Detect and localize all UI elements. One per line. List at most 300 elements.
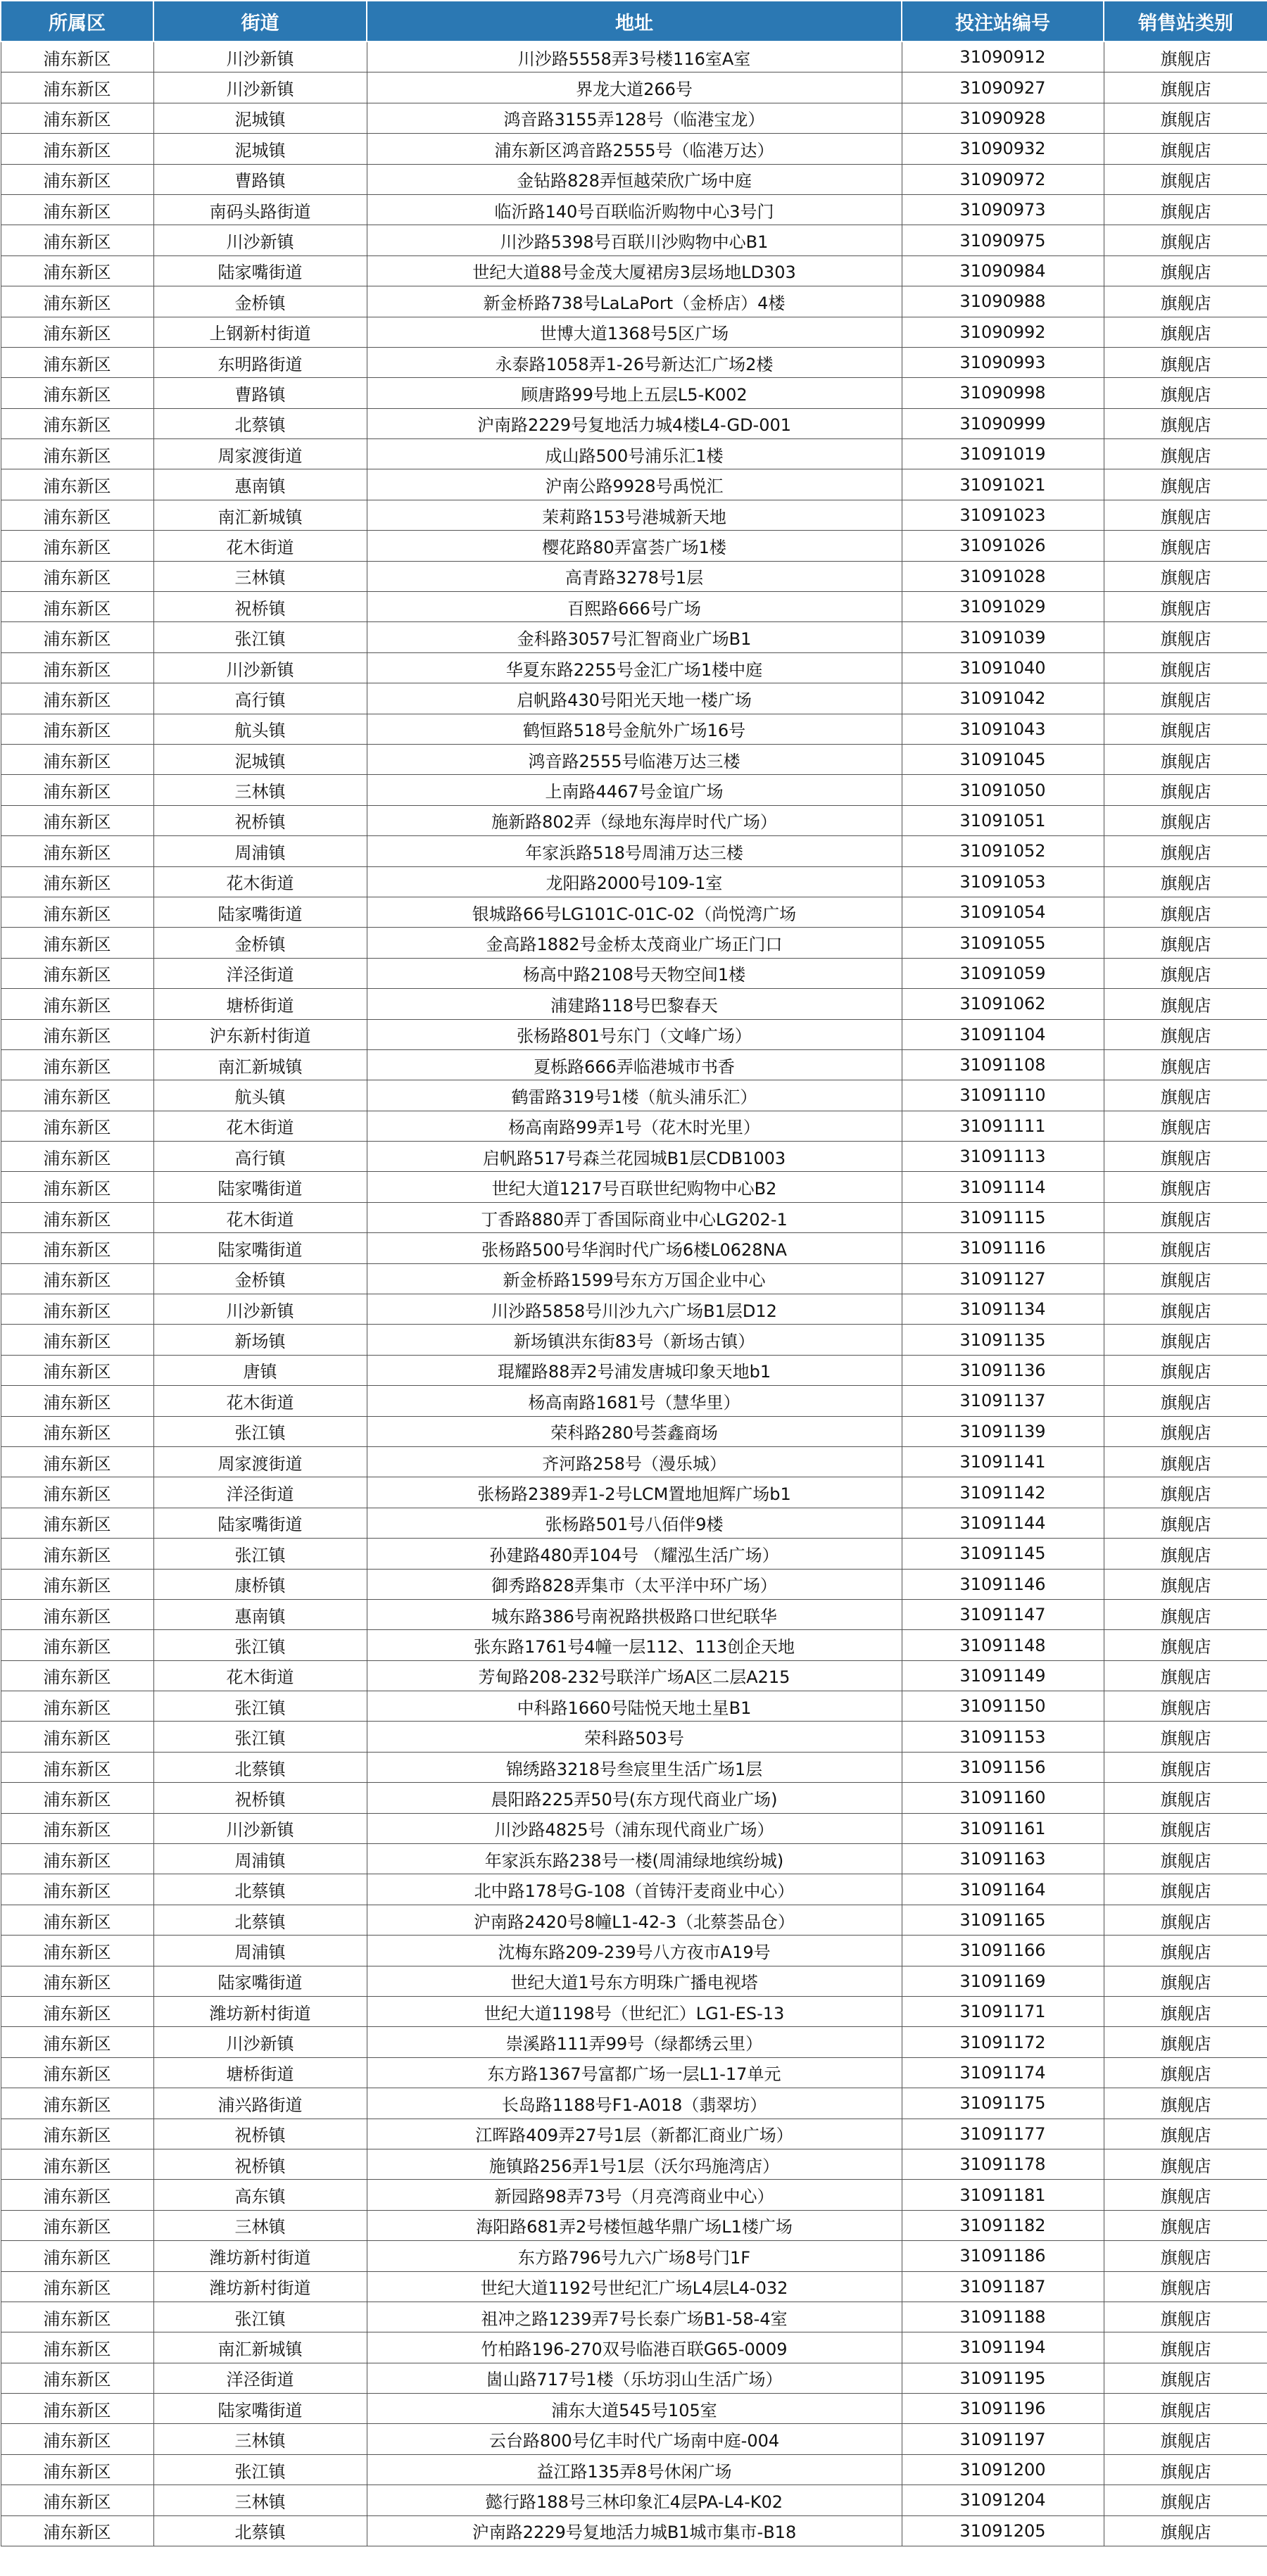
cell-district: 浦东新区 (1, 2332, 153, 2363)
cell-station-id: 31091052 (902, 836, 1104, 866)
table-row (1, 2210, 1267, 2240)
table-row (1, 531, 1267, 561)
cell-street: 川沙新镇 (153, 225, 367, 255)
cell-address: 城东路386号南祝路拱极路口世纪联华 (367, 1599, 902, 1629)
cell-street: 陆家嘴街道 (153, 897, 367, 927)
table-row (1, 622, 1267, 652)
cell-address: 浦东大道545号105室 (367, 2394, 902, 2424)
cell-station-id: 31091108 (902, 1049, 1104, 1080)
cell-district: 浦东新区 (1, 1019, 153, 1049)
table-row (1, 1477, 1267, 1508)
cell-address: 新金桥路738号LaLaPort（金桥店）4楼 (367, 286, 902, 317)
cell-station-id: 31090928 (902, 103, 1104, 133)
cell-address: 新场镇洪东街83号（新场古镇） (367, 1325, 902, 1355)
cell-street: 北蔡镇 (153, 1874, 367, 1905)
cell-station-id: 31091021 (902, 469, 1104, 500)
cell-address: 沪南路2420号8幢L1-42-3（北蔡荟品仓） (367, 1905, 902, 1935)
cell-station-id: 31090993 (902, 347, 1104, 377)
cell-street: 北蔡镇 (153, 1752, 367, 1782)
cell-address: 丁香路880弄丁香国际商业中心LG202-1 (367, 1202, 902, 1232)
cell-street: 周家渡街道 (153, 1446, 367, 1477)
cell-street: 三林镇 (153, 2424, 367, 2454)
cell-station-id: 31091181 (902, 2180, 1104, 2210)
cell-district: 浦东新区 (1, 1049, 153, 1080)
cell-station-id: 31091028 (902, 561, 1104, 591)
cell-street: 张江镇 (153, 1722, 367, 1752)
cell-district: 浦东新区 (1, 2180, 153, 2210)
table-row (1, 958, 1267, 988)
cell-address: 海阳路681弄2号楼恒越华鼎广场L1楼广场 (367, 2210, 902, 2240)
table-row (1, 2302, 1267, 2332)
table-row (1, 1294, 1267, 1325)
cell-station-type: 旗舰店 (1104, 2271, 1267, 2302)
cell-street: 高行镇 (153, 1142, 367, 1172)
cell-street: 惠南镇 (153, 1599, 367, 1629)
cell-station-id: 31091169 (902, 1966, 1104, 1996)
cell-street: 金桥镇 (153, 928, 367, 958)
cell-station-type: 旗舰店 (1104, 1691, 1267, 1722)
cell-station-type: 旗舰店 (1104, 652, 1267, 683)
cell-address: 沪南路2229号复地活力城4楼L4-GD-001 (367, 408, 902, 438)
cell-station-type: 旗舰店 (1104, 1936, 1267, 1966)
cell-address: 北中路178号G-108（首铸汗麦商业中心） (367, 1874, 902, 1905)
cell-street: 花木街道 (153, 531, 367, 561)
cell-address: 竹柏路196-270双号临港百联G65-0009 (367, 2332, 902, 2363)
cell-address: 张杨路801号东门（文峰广场） (367, 1019, 902, 1049)
cell-station-id: 31090927 (902, 72, 1104, 103)
cell-street: 祝桥镇 (153, 2119, 367, 2149)
cell-station-type: 旗舰店 (1104, 1905, 1267, 1935)
cell-street: 陆家嘴街道 (153, 255, 367, 286)
table-row (1, 1599, 1267, 1629)
cell-district: 浦东新区 (1, 683, 153, 714)
cell-station-id: 31091195 (902, 2363, 1104, 2393)
cell-station-type: 旗舰店 (1104, 72, 1267, 103)
cell-district: 浦东新区 (1, 1233, 153, 1263)
cell-district: 浦东新区 (1, 775, 153, 805)
cell-street: 花木街道 (153, 866, 367, 897)
cell-address: 锦绣路3218号叁宸里生活广场1层 (367, 1752, 902, 1782)
cell-station-type: 旗舰店 (1104, 2454, 1267, 2485)
cell-station-type: 旗舰店 (1104, 2149, 1267, 2179)
header-district: 所属区 (1, 1, 153, 42)
table-row (1, 1752, 1267, 1782)
cell-street: 东明路街道 (153, 347, 367, 377)
cell-station-type: 旗舰店 (1104, 897, 1267, 927)
table-row (1, 836, 1267, 866)
cell-station-id: 31091053 (902, 866, 1104, 897)
cell-street: 三林镇 (153, 2485, 367, 2515)
cell-street: 川沙新镇 (153, 1813, 367, 1843)
cell-district: 浦东新区 (1, 592, 153, 622)
cell-address: 新金桥路1599号东方万国企业中心 (367, 1263, 902, 1294)
cell-street: 高行镇 (153, 683, 367, 714)
cell-address: 界龙大道266号 (367, 72, 902, 103)
cell-station-type: 旗舰店 (1104, 1019, 1267, 1049)
cell-district: 浦东新区 (1, 1416, 153, 1446)
cell-district: 浦东新区 (1, 2454, 153, 2485)
cell-address: 世博大道1368号5区广场 (367, 317, 902, 347)
cell-station-id: 31091104 (902, 1019, 1104, 1049)
cell-address: 新园路98弄73号（月亮湾商业中心） (367, 2180, 902, 2210)
table-row (1, 561, 1267, 591)
cell-district: 浦东新区 (1, 897, 153, 927)
cell-street: 泥城镇 (153, 103, 367, 133)
cell-station-id: 31091141 (902, 1446, 1104, 1477)
cell-address: 荣科路503号 (367, 1722, 902, 1752)
cell-street: 陆家嘴街道 (153, 1172, 367, 1202)
cell-station-type: 旗舰店 (1104, 1874, 1267, 1905)
cell-station-type: 旗舰店 (1104, 255, 1267, 286)
cell-station-id: 31091137 (902, 1386, 1104, 1416)
cell-district: 浦东新区 (1, 1752, 153, 1782)
cell-station-id: 31090973 (902, 194, 1104, 225)
cell-address: 川沙路5558弄3号楼116室A室 (367, 42, 902, 72)
cell-district: 浦东新区 (1, 1111, 153, 1141)
cell-district: 浦东新区 (1, 2424, 153, 2454)
table-row (1, 1508, 1267, 1538)
cell-district: 浦东新区 (1, 1844, 153, 1874)
cell-district: 浦东新区 (1, 1630, 153, 1660)
cell-district: 浦东新区 (1, 469, 153, 500)
cell-address: 张杨路500号华润时代广场6楼L0628NA (367, 1233, 902, 1263)
cell-address: 芳甸路208-232号联洋广场A区二层A215 (367, 1660, 902, 1691)
cell-district: 浦东新区 (1, 72, 153, 103)
table-row (1, 683, 1267, 714)
table-row (1, 2088, 1267, 2119)
cell-district: 浦东新区 (1, 225, 153, 255)
cell-district: 浦东新区 (1, 561, 153, 591)
cell-station-id: 31091197 (902, 2424, 1104, 2454)
cell-station-id: 31091150 (902, 1691, 1104, 1722)
cell-station-type: 旗舰店 (1104, 1508, 1267, 1538)
cell-address: 世纪大道88号金茂大厦裙房3层场地LD303 (367, 255, 902, 286)
cell-district: 浦东新区 (1, 1294, 153, 1325)
cell-district: 浦东新区 (1, 866, 153, 897)
table-row (1, 744, 1267, 774)
cell-station-id: 31091019 (902, 439, 1104, 469)
cell-station-type: 旗舰店 (1104, 225, 1267, 255)
cell-station-id: 31091139 (902, 1416, 1104, 1446)
header-station-type: 销售站类别 (1104, 1, 1267, 42)
cell-station-id: 31091134 (902, 1294, 1104, 1325)
cell-address: 金钻路828弄恒越荣欣广场中庭 (367, 164, 902, 194)
cell-address: 崇溪路111弄99号（绿都绣云里） (367, 2027, 902, 2057)
table-row (1, 1844, 1267, 1874)
cell-street: 潍坊新村街道 (153, 2271, 367, 2302)
cell-district: 浦东新区 (1, 42, 153, 72)
cell-address: 启帆路517号森兰花园城B1层CDB1003 (367, 1142, 902, 1172)
cell-street: 花木街道 (153, 1111, 367, 1141)
cell-station-type: 旗舰店 (1104, 1416, 1267, 1446)
cell-station-id: 31091182 (902, 2210, 1104, 2240)
table-row (1, 1202, 1267, 1232)
cell-station-type: 旗舰店 (1104, 42, 1267, 72)
header-row (1, 1, 1267, 42)
cell-station-id: 31090912 (902, 42, 1104, 72)
cell-station-id: 31091196 (902, 2394, 1104, 2424)
table-row (1, 1172, 1267, 1202)
cell-station-type: 旗舰店 (1104, 500, 1267, 530)
table-row (1, 592, 1267, 622)
cell-address: 祖冲之路1239弄7号长泰广场B1-58-4室 (367, 2302, 902, 2332)
cell-station-type: 旗舰店 (1104, 1386, 1267, 1416)
cell-street: 泥城镇 (153, 134, 367, 164)
cell-district: 浦东新区 (1, 1997, 153, 2027)
cell-station-type: 旗舰店 (1104, 1844, 1267, 1874)
cell-district: 浦东新区 (1, 1477, 153, 1508)
cell-station-type: 旗舰店 (1104, 439, 1267, 469)
cell-station-type: 旗舰店 (1104, 2515, 1267, 2546)
cell-station-type: 旗舰店 (1104, 2210, 1267, 2240)
cell-station-id: 31091113 (902, 1142, 1104, 1172)
cell-station-type: 旗舰店 (1104, 2332, 1267, 2363)
cell-station-id: 31091050 (902, 775, 1104, 805)
table-row (1, 1019, 1267, 1049)
cell-district: 浦东新区 (1, 928, 153, 958)
cell-district: 浦东新区 (1, 2485, 153, 2515)
cell-district: 浦东新区 (1, 2241, 153, 2271)
cell-station-type: 旗舰店 (1104, 469, 1267, 500)
cell-street: 新场镇 (153, 1325, 367, 1355)
cell-address: 沪南路2229号复地活力城B1城市集市-B18 (367, 2515, 902, 2546)
cell-station-type: 旗舰店 (1104, 1783, 1267, 1813)
cell-street: 张江镇 (153, 1630, 367, 1660)
cell-district: 浦东新区 (1, 1263, 153, 1294)
cell-district: 浦东新区 (1, 2515, 153, 2546)
cell-street: 张江镇 (153, 622, 367, 652)
table-row (1, 1569, 1267, 1599)
cell-district: 浦东新区 (1, 1905, 153, 1935)
cell-station-id: 31091040 (902, 652, 1104, 683)
cell-district: 浦东新区 (1, 1722, 153, 1752)
cell-station-type: 旗舰店 (1104, 103, 1267, 133)
cell-district: 浦东新区 (1, 531, 153, 561)
cell-address: 川沙路5398号百联川沙购物中心B1 (367, 225, 902, 255)
table-row (1, 347, 1267, 377)
cell-station-id: 31091171 (902, 1997, 1104, 2027)
cell-station-type: 旗舰店 (1104, 378, 1267, 408)
cell-district: 浦东新区 (1, 164, 153, 194)
cell-street: 南汇新城镇 (153, 500, 367, 530)
cell-station-type: 旗舰店 (1104, 317, 1267, 347)
table-row (1, 378, 1267, 408)
cell-station-id: 31091165 (902, 1905, 1104, 1935)
table-row (1, 2332, 1267, 2363)
cell-district: 浦东新区 (1, 1142, 153, 1172)
cell-station-type: 旗舰店 (1104, 1569, 1267, 1599)
cell-station-id: 31091136 (902, 1355, 1104, 1385)
cell-street: 泥城镇 (153, 744, 367, 774)
table-row (1, 2515, 1267, 2546)
cell-station-type: 旗舰店 (1104, 1263, 1267, 1294)
cell-address: 杨高中路2108号天物空间1楼 (367, 958, 902, 988)
cell-station-id: 31091205 (902, 2515, 1104, 2546)
cell-address: 川沙路4825号（浦东现代商业广场） (367, 1813, 902, 1843)
table-row (1, 1783, 1267, 1813)
cell-station-id: 31091135 (902, 1325, 1104, 1355)
cell-station-id: 31090999 (902, 408, 1104, 438)
cell-station-type: 旗舰店 (1104, 805, 1267, 835)
cell-district: 浦东新区 (1, 500, 153, 530)
cell-station-type: 旗舰店 (1104, 2180, 1267, 2210)
cell-district: 浦东新区 (1, 317, 153, 347)
cell-station-id: 31091054 (902, 897, 1104, 927)
cell-station-id: 31090932 (902, 134, 1104, 164)
table-row (1, 2394, 1267, 2424)
cell-station-id: 31091146 (902, 1569, 1104, 1599)
table-row (1, 1722, 1267, 1752)
table-row (1, 2241, 1267, 2271)
cell-station-id: 31091161 (902, 1813, 1104, 1843)
cell-street: 陆家嘴街道 (153, 1966, 367, 1996)
cell-street: 川沙新镇 (153, 1294, 367, 1325)
cell-district: 浦东新区 (1, 744, 153, 774)
cell-district: 浦东新区 (1, 1874, 153, 1905)
cell-station-type: 旗舰店 (1104, 1446, 1267, 1477)
cell-street: 北蔡镇 (153, 1905, 367, 1935)
cell-station-id: 31091111 (902, 1111, 1104, 1141)
cell-address: 上南路4467号金谊广场 (367, 775, 902, 805)
cell-street: 北蔡镇 (153, 408, 367, 438)
cell-street: 北蔡镇 (153, 2515, 367, 2546)
cell-station-id: 31091178 (902, 2149, 1104, 2179)
cell-station-id: 31091055 (902, 928, 1104, 958)
cell-street: 唐镇 (153, 1355, 367, 1385)
cell-address: 张东路1761号4幢一层112、113创企天地 (367, 1630, 902, 1660)
cell-district: 浦东新区 (1, 2394, 153, 2424)
cell-station-id: 31091163 (902, 1844, 1104, 1874)
cell-address: 世纪大道1192号世纪汇广场L4层L4-032 (367, 2271, 902, 2302)
table-row (1, 775, 1267, 805)
cell-street: 陆家嘴街道 (153, 1508, 367, 1538)
table-row (1, 317, 1267, 347)
cell-station-id: 31091188 (902, 2302, 1104, 2332)
cell-station-id: 31091166 (902, 1936, 1104, 1966)
table-row (1, 1691, 1267, 1722)
cell-station-type: 旗舰店 (1104, 1142, 1267, 1172)
table-row (1, 1813, 1267, 1843)
cell-station-type: 旗舰店 (1104, 622, 1267, 652)
cell-street: 塘桥街道 (153, 2057, 367, 2088)
cell-station-id: 31091115 (902, 1202, 1104, 1232)
cell-address: 益江路135弄8号休闲广场 (367, 2454, 902, 2485)
cell-address: 孙建路480弄104号 （耀泓生活广场） (367, 1539, 902, 1569)
cell-station-type: 旗舰店 (1104, 134, 1267, 164)
table-row (1, 1905, 1267, 1935)
cell-street: 花木街道 (153, 1660, 367, 1691)
cell-station-type: 旗舰店 (1104, 531, 1267, 561)
cell-station-type: 旗舰店 (1104, 1080, 1267, 1111)
table-row (1, 2027, 1267, 2057)
cell-station-type: 旗舰店 (1104, 2027, 1267, 2057)
cell-district: 浦东新区 (1, 1691, 153, 1722)
cell-station-id: 31091187 (902, 2271, 1104, 2302)
cell-street: 惠南镇 (153, 469, 367, 500)
cell-station-type: 旗舰店 (1104, 164, 1267, 194)
cell-station-type: 旗舰店 (1104, 775, 1267, 805)
cell-address: 世纪大道1号东方明珠广播电视塔 (367, 1966, 902, 1996)
cell-district: 浦东新区 (1, 1172, 153, 1202)
cell-station-id: 31091039 (902, 622, 1104, 652)
table-row (1, 1416, 1267, 1446)
cell-station-id: 31091142 (902, 1477, 1104, 1508)
cell-district: 浦东新区 (1, 1813, 153, 1843)
table-row (1, 1660, 1267, 1691)
table-row (1, 286, 1267, 317)
table-row (1, 2119, 1267, 2149)
cell-station-id: 31091164 (902, 1874, 1104, 1905)
cell-district: 浦东新区 (1, 836, 153, 866)
cell-district: 浦东新区 (1, 805, 153, 835)
cell-district: 浦东新区 (1, 2210, 153, 2240)
table-row (1, 42, 1267, 72)
cell-district: 浦东新区 (1, 286, 153, 317)
cell-station-id: 31091174 (902, 2057, 1104, 2088)
cell-station-type: 旗舰店 (1104, 592, 1267, 622)
cell-address: 启帆路430号阳光天地一楼广场 (367, 683, 902, 714)
cell-street: 上钢新村街道 (153, 317, 367, 347)
cell-street: 南汇新城镇 (153, 2332, 367, 2363)
cell-station-type: 旗舰店 (1104, 1997, 1267, 2027)
cell-station-type: 旗舰店 (1104, 1630, 1267, 1660)
cell-station-id: 31090984 (902, 255, 1104, 286)
cell-street: 周家渡街道 (153, 439, 367, 469)
cell-district: 浦东新区 (1, 1508, 153, 1538)
cell-station-id: 31091110 (902, 1080, 1104, 1111)
cell-station-id: 31091059 (902, 958, 1104, 988)
table-row (1, 1049, 1267, 1080)
cell-station-type: 旗舰店 (1104, 2241, 1267, 2271)
table-row (1, 1997, 1267, 2027)
cell-street: 周浦镇 (153, 1844, 367, 1874)
cell-address: 金科路3057号汇智商业广场B1 (367, 622, 902, 652)
cell-district: 浦东新区 (1, 1386, 153, 1416)
cell-street: 陆家嘴街道 (153, 1233, 367, 1263)
cell-address: 高青路3278号1层 (367, 561, 902, 591)
cell-street: 曹路镇 (153, 378, 367, 408)
table-row (1, 1874, 1267, 1905)
cell-station-type: 旗舰店 (1104, 1355, 1267, 1385)
cell-station-type: 旗舰店 (1104, 1477, 1267, 1508)
table-row (1, 1263, 1267, 1294)
cell-address: 鸿音路3155弄128号（临港宝龙） (367, 103, 902, 133)
cell-district: 浦东新区 (1, 2088, 153, 2119)
table-row (1, 1386, 1267, 1416)
cell-district: 浦东新区 (1, 2057, 153, 2088)
cell-station-type: 旗舰店 (1104, 836, 1267, 866)
cell-district: 浦东新区 (1, 1966, 153, 1996)
cell-address: 中科路1660号陆悦天地土星B1 (367, 1691, 902, 1722)
table-row (1, 1233, 1267, 1263)
table-row (1, 408, 1267, 438)
cell-station-id: 31091160 (902, 1783, 1104, 1813)
cell-address: 银城路66号LG101C-01C-02（尚悦湾广场 (367, 897, 902, 927)
cell-street: 浦兴路街道 (153, 2088, 367, 2119)
table-row (1, 2454, 1267, 2485)
cell-street: 祝桥镇 (153, 1783, 367, 1813)
table-row (1, 1111, 1267, 1141)
table-row (1, 1142, 1267, 1172)
table-row (1, 2424, 1267, 2454)
cell-station-id: 31091116 (902, 1233, 1104, 1263)
table-row (1, 194, 1267, 225)
cell-address: 崮山路717号1楼（乐坊羽山生活广场） (367, 2363, 902, 2393)
cell-address: 江晖路409弄27号1层（新都汇商业广场） (367, 2119, 902, 2149)
cell-station-id: 31090988 (902, 286, 1104, 317)
cell-street: 花木街道 (153, 1386, 367, 1416)
cell-station-type: 旗舰店 (1104, 1722, 1267, 1752)
